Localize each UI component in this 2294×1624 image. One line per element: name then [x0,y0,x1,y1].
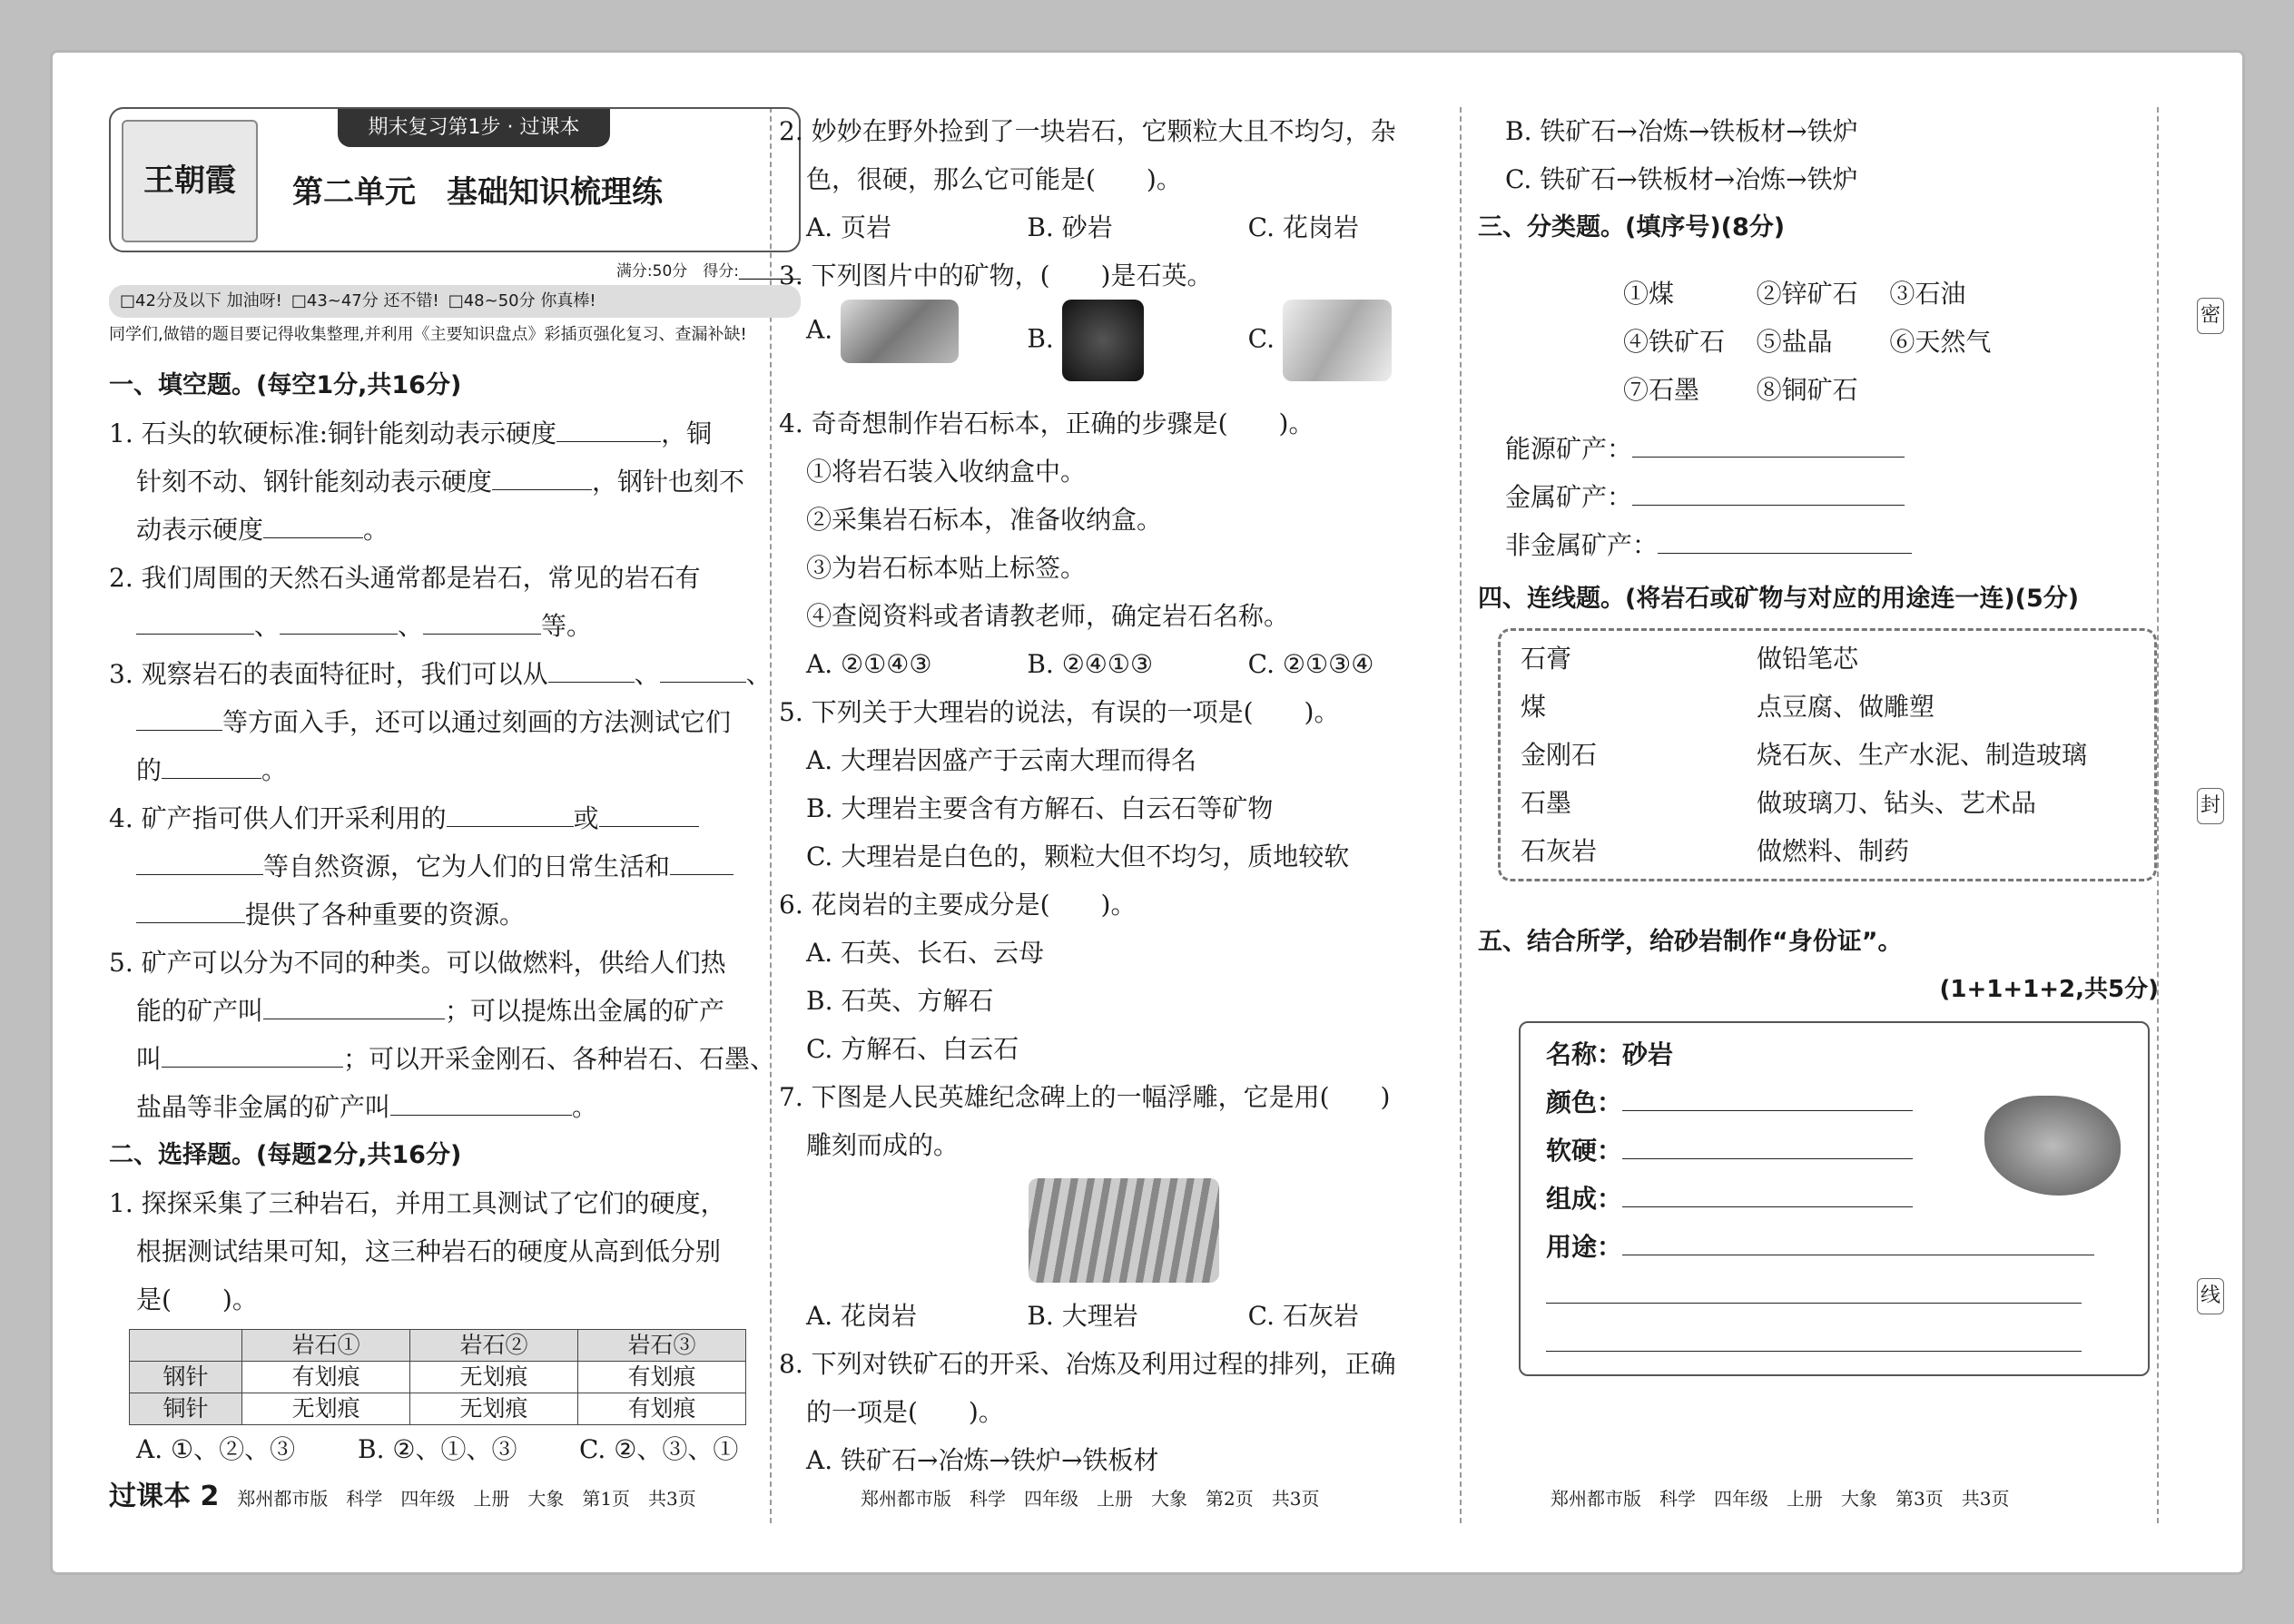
option: A. 大理岩因盛产于云南大理而得名 [806,745,1197,775]
mineral-list [1478,270,2177,414]
header-banner: 期末复习第1步 · 过课本 [338,109,610,147]
step: ③为岩石标本贴上标签。 [806,553,1087,583]
option: B. 石英、方解石 [806,986,994,1016]
match-row: 石墨 做玻璃刀、钻头、艺术品 [1521,788,2037,818]
question: 4. 矿产指可供人们开采利用的 或 [109,794,801,842]
question: 1. 石头的软硬标准:铜针能刻动表示硬度 ，铜 [109,409,801,458]
answer-line: 能源矿产： [1478,425,2177,473]
footer: 郑州都市版 科学 四年级 上册 大象 第2页 共3页 [861,1488,1320,1510]
section-points: (1+1+1+2,共5分) [1939,976,2159,1003]
question: 5. 下列关于大理岩的说法，有误的一项是( )。 [779,697,1340,727]
match-row: 石膏 做铅笔芯 [1521,644,1859,674]
id-extra-line [1546,1271,2122,1319]
relief-image [1029,1178,1219,1283]
question: 4. 奇奇想制作岩石标本，正确的步骤是( )。 [779,408,1314,438]
relief-image-wrap [779,1169,1469,1292]
brand-logo: 王朝霞 [122,120,258,242]
option: C. 铁矿石→铁板材→冶炼→铁炉 [1505,164,1858,194]
match-row: 金刚石 烧石灰、生产水泥、制造玻璃 [1521,740,2088,770]
seal-char: 封 [2197,788,2224,824]
question-line: 色，很硬，那么它可能是( )。 [806,164,1182,194]
matching-box [1498,628,2157,881]
question-line: 等方面入手，还可以通过刻画的方法测试它们 [109,698,801,746]
id-field: 组成： [1546,1175,2122,1223]
quartz-image [1283,300,1392,381]
tier: □43~47分 还不错! [290,291,439,310]
step: ②采集岩石标本，准备收纳盒。 [806,505,1163,535]
section-title: 二、选择题。(每题2分,共16分) [109,1141,462,1169]
options: A. 花岗岩 B. 大理岩 C. 石灰岩 [806,1301,1359,1331]
question-line: 针刻不动、钢针能刻动表示硬度 ，钢针也刻不 [109,458,801,506]
answer-line: 非金属矿产： [1478,521,2177,569]
question: 3. 观察岩石的表面特征时，我们可以从 、 、 [109,650,801,698]
section-title: 一、填空题。(每空1分,共16分) [109,371,462,399]
question-line: 雕刻而成的。 [806,1130,960,1160]
seal-char: 线 [2197,1278,2224,1314]
id-field: 软硬： [1546,1127,2122,1175]
question: 5. 矿产可以分为不同的种类。可以做燃料，供给人们热 [109,948,726,978]
question-line: 能的矿产叫 ；可以提炼出金属的矿产 [109,987,801,1035]
question: 3. 下列图片中的矿物，( )是石英。 [779,261,1213,290]
option: A. 铁矿石→冶炼→铁炉→铁板材 [806,1445,1159,1475]
question: 6. 花岗岩的主要成分是( )。 [779,890,1137,920]
column-1 [109,107,801,1518]
id-field: 颜色： [1546,1078,2122,1127]
step: ①将岩石装入收纳盒中。 [806,457,1087,487]
id-extra-line [1546,1319,2122,1367]
question-line: 是( )。 [136,1284,258,1314]
id-name: 名称：砂岩 [1546,1039,1674,1069]
option: B. 铁矿石→冶炼→铁板材→铁炉 [1505,116,1858,146]
column-2 [779,107,1469,1518]
match-row: 石灰岩 做燃料、制药 [1521,836,1910,866]
header-box [109,107,801,252]
step: ④查阅资料或者请教老师，确定岩石名称。 [806,601,1290,631]
question-line: 根据测试结果可知，这三种岩石的硬度从高到低分别 [136,1236,722,1266]
tier: □48~50分 你真棒! [448,291,596,310]
id-card [1519,1021,2150,1376]
seal-char: 密 [2197,298,2224,334]
question-line: 的一项是( )。 [806,1397,1004,1427]
match-row: 煤 点豆腐、做雕塑 [1521,692,1935,722]
note: 同学们,做错的题目要记得收集整理,并利用《主要知识盘点》彩插页强化复习、查漏补缺! [109,325,747,344]
answer-line: 金属矿产： [1478,473,2177,521]
item-row: ⑦石墨 ⑧铜矿石 [1623,375,1858,405]
id-field: 用途： [1546,1223,2122,1271]
tier: □42分及以下 加油呀! [120,291,282,310]
option: B. 大理岩主要含有方解石、白云石等矿物 [806,793,1274,823]
section-title: 四、连线题。(将岩石或矿物与对应的用途连一连)(5分) [1478,585,2080,613]
question-line: 动表示硬度 。 [109,506,801,554]
question-line: 、 、 等。 [109,602,801,650]
section-title: 五、结合所学，给砂岩制作“身份证”。 [1478,928,1903,956]
mineral-options: A. B. C. [779,300,1469,399]
options: A. ②①④③ B. ②④①③ C. ②①③④ [806,649,1374,679]
question-line: 的 。 [109,746,801,794]
options: A. ①、②、③ B. ②、①、③ C. ②、③、① [136,1434,739,1464]
hardness-table: 岩石① 岩石② 岩石③ 钢针 有划痕 无划痕 有划痕 铜针 无划痕 无划痕 有划痕 [129,1329,746,1425]
section-title: 三、分类题。(填序号)(8分) [1478,213,1786,241]
options: A. 页岩 B. 砂岩 C. 花岗岩 [806,212,1359,242]
column-3 [1478,107,2177,1518]
page-title: 第二单元 基础知识梳理练 [292,174,663,211]
item-row: ①煤 ②锌矿石 ③石油 [1623,279,1966,309]
option: C. 大理岩是白色的，颗粒大但不均匀，质地较软 [806,842,1350,871]
footer: 过课本 2 郑州都市版 科学 四年级 上册 大象 第1页 共3页 [109,1481,696,1512]
question-line: 盐晶等非金属的矿产叫 。 [109,1083,801,1131]
exam-sheet [50,50,2245,1575]
question-line: 叫 ；可以开采金刚石、各种岩石、石墨、 [109,1035,801,1083]
question: 1. 探探采集了三种岩石，并用工具测试了它们的硬度， [109,1188,726,1218]
score-line: 满分:50分 得分:________ [615,262,801,281]
question-line: 提供了各种重要的资源。 [109,891,801,939]
item-row: ④铁矿石 ⑤盐晶 ⑥天然气 [1623,327,1992,357]
question-line: 等自然资源，它为人们的日常生活和 [109,842,801,891]
question: 8. 下列对铁矿石的开采、冶炼及利用过程的排列，正确 [779,1349,1396,1379]
question: 2. 妙妙在野外捡到了一块岩石，它颗粒大且不均匀，杂 [779,116,1396,146]
question: 2. 我们周围的天然石头通常都是岩石，常见的岩石有 [109,563,701,593]
option: C. 方解石、白云石 [806,1034,1019,1064]
footer: 郑州都市版 科学 四年级 上册 大象 第3页 共3页 [1551,1488,2010,1510]
option: A. 石英、长石、云母 [806,938,1045,968]
mineral-image [841,300,959,363]
score-tiers [109,285,801,318]
question: 7. 下图是人民英雄纪念碑上的一幅浮雕，它是用( ) [779,1082,1391,1112]
mineral-image [1062,300,1144,381]
